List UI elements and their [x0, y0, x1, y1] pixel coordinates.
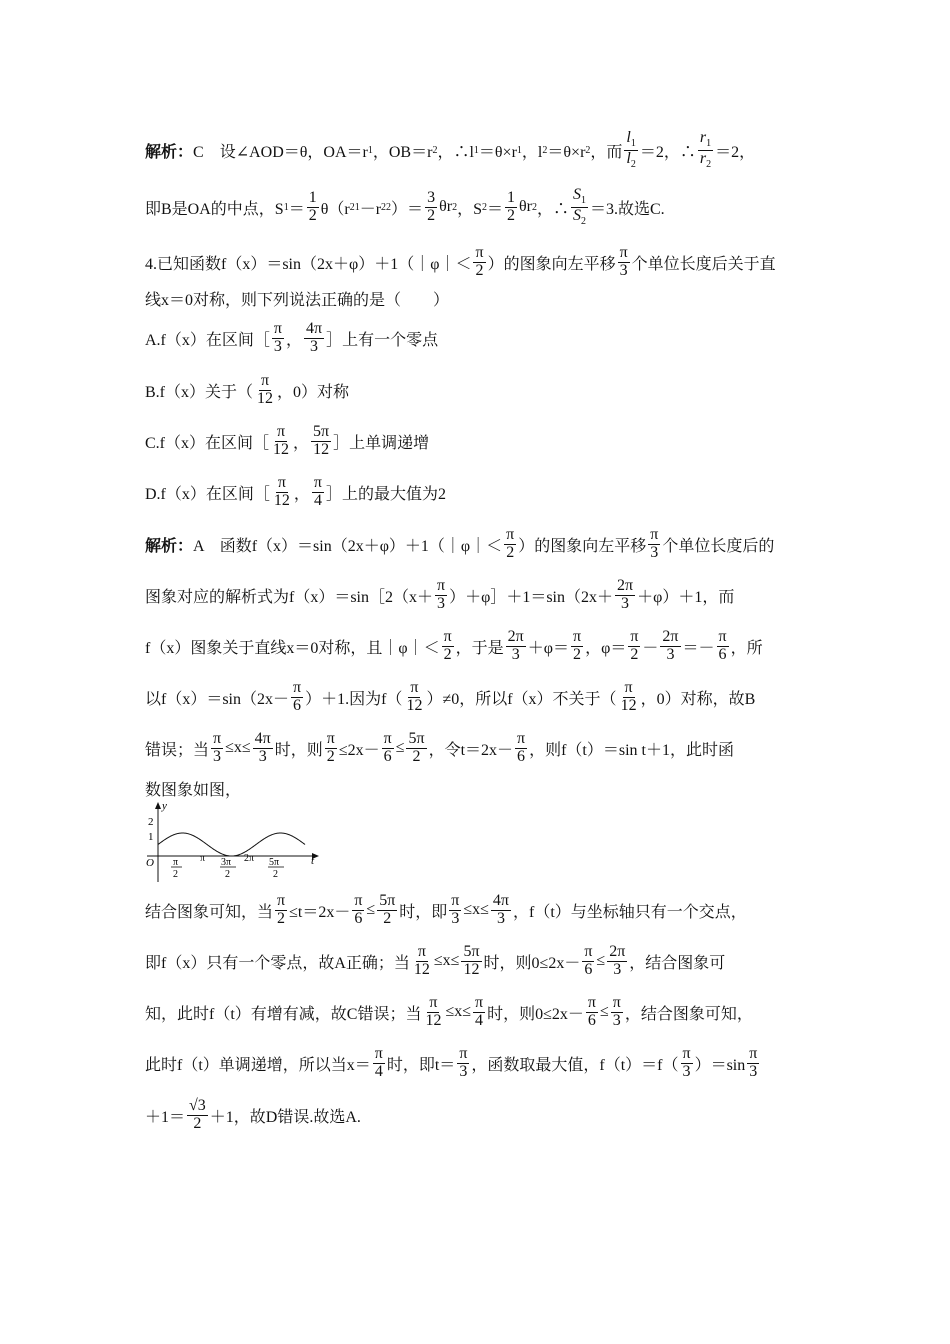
fraction-pi-over-3	[648, 527, 660, 562]
solution4-line2	[145, 573, 734, 617]
solution4-line11	[145, 1093, 361, 1137]
text: 即f（x）只有一个零点，故A正确；当	[145, 954, 410, 972]
text: ≤x≤	[433, 952, 460, 969]
text: ，OB＝r	[372, 143, 433, 161]
fraction-pi-over-12	[271, 424, 291, 459]
denominator: 2	[427, 206, 436, 224]
denominator: 2	[193, 1114, 202, 1132]
numerator: π	[276, 422, 286, 440]
fraction-pi-over-2	[571, 629, 583, 664]
subscript: 1	[473, 144, 479, 156]
numerator: 5π	[463, 942, 480, 960]
numerator: π	[277, 891, 286, 909]
subscript: 1	[516, 144, 522, 156]
fraction-1-over-2	[307, 190, 319, 225]
x-tick-3pi-over-2-den: 2	[225, 869, 230, 880]
numerator: 2π	[609, 942, 626, 960]
sine-graph	[143, 798, 323, 884]
denominator: 12	[273, 491, 290, 509]
denominator: 4	[475, 1011, 484, 1029]
denominator: 3	[612, 1011, 621, 1029]
solution4-line7	[145, 888, 747, 932]
solution3-line2	[145, 185, 665, 229]
fraction-pi-over-2	[275, 893, 287, 928]
solution4-line1	[145, 522, 774, 566]
fraction-4pi-over-3	[491, 893, 511, 928]
denominator: r	[699, 149, 707, 167]
y-axis-label: y	[162, 800, 167, 812]
numerator: √3	[189, 1096, 206, 1114]
x-tick-2pi: 2π	[244, 853, 255, 864]
numerator: π	[573, 627, 582, 645]
denominator: l	[626, 149, 631, 167]
fraction-pi-over-2	[628, 629, 640, 664]
denominator: 4	[374, 1062, 383, 1080]
text: ＝2，∴	[639, 143, 696, 161]
denominator: 6	[293, 696, 302, 714]
numerator: 5π	[313, 422, 330, 440]
fraction-pi-over-12	[404, 680, 424, 715]
text: ，φ＝	[585, 639, 627, 657]
text: ）≠0，所以f（x）不关于（	[426, 690, 617, 708]
text: ，所	[730, 639, 763, 657]
denominator: 12	[413, 960, 430, 978]
fraction-pi-over-6	[582, 944, 594, 979]
fraction-2pi-over-3	[615, 578, 635, 613]
fraction-pi-over-12	[255, 373, 275, 408]
solution4-line5	[145, 726, 734, 770]
x-tick-5pi-over-2-den: 2	[273, 869, 278, 880]
denominator: 6	[354, 909, 363, 927]
fraction-pi-over-6	[717, 629, 729, 664]
numerator: π	[475, 243, 484, 261]
fraction-pi-over-4	[312, 475, 324, 510]
denominator: 4	[313, 491, 322, 509]
denominator: 2	[506, 206, 515, 224]
numerator: π	[374, 1044, 383, 1062]
text: ≤	[596, 952, 606, 969]
numerator: 3	[427, 188, 436, 206]
fraction-pi-over-6	[382, 731, 394, 766]
fraction-pi-over-2	[325, 731, 337, 766]
text: ≤2x－	[338, 741, 380, 759]
t-axis-label: t	[311, 855, 315, 867]
text: －r	[359, 200, 382, 218]
text: ＋φ＝	[527, 639, 569, 657]
text: ，结合图象可	[629, 954, 726, 972]
x-tick-3pi-over-2-num: 3π	[221, 857, 232, 868]
fraction-2pi-over-3	[660, 629, 680, 664]
text: ，f（t）与坐标轴只有一个交点，	[513, 903, 747, 921]
superscript: 2	[349, 201, 355, 213]
numerator: 5π	[379, 891, 396, 909]
fraction-pi-over-6	[515, 731, 527, 766]
text: ≤	[395, 739, 405, 756]
denominator: 12	[313, 440, 330, 458]
numerator: π	[443, 627, 452, 645]
fraction-3-over-2	[425, 190, 437, 225]
numerator: π	[451, 891, 460, 909]
text: ，S	[457, 200, 482, 218]
denominator: 3	[621, 594, 630, 612]
subscript: 2	[432, 144, 438, 156]
fraction-4pi-over-3	[253, 731, 273, 766]
numerator: π	[475, 993, 484, 1011]
text: ，∴l	[437, 143, 474, 161]
fraction-S1-over-S2	[571, 187, 588, 227]
denominator: 3	[619, 261, 628, 279]
fraction-pi-over-3	[747, 1046, 759, 1081]
numerator: π	[612, 993, 621, 1011]
x-tick-pi-over-2-num: π	[173, 857, 179, 868]
text: 时，即t＝	[386, 1056, 456, 1074]
x-tick-5pi-over-2-num: 5π	[269, 857, 280, 868]
fraction-pi-over-12	[412, 944, 432, 979]
numerator: π	[326, 729, 335, 747]
denominator: 3	[213, 747, 222, 765]
text: 个单位长度后关于直	[631, 255, 776, 273]
text: 错误；当	[145, 741, 210, 759]
text: A 函数f（x）＝sin（2x＋φ）＋1（｜φ｜＜	[193, 537, 503, 555]
text: ＋φ）＋1，而	[637, 588, 735, 606]
fraction-pi-over-2	[504, 527, 516, 562]
text: 此时f（t）单调递增，所以当x＝	[145, 1056, 371, 1074]
numerator: π	[273, 319, 282, 337]
numerator: π	[313, 473, 322, 491]
text: ＋1，故D错误.故选A.	[209, 1108, 361, 1126]
origin-label: O	[146, 857, 154, 869]
fraction-pi-over-3	[618, 245, 630, 280]
denominator: 12	[406, 696, 423, 714]
text: ＝θ×r	[547, 143, 586, 161]
denominator: 3	[451, 909, 460, 927]
fraction-pi-over-12	[619, 680, 639, 715]
numerator: 1	[308, 188, 317, 206]
subscript: 2	[630, 158, 636, 170]
fraction-pi-over-3	[457, 1046, 469, 1081]
denominator: 6	[383, 747, 392, 765]
subscript: 1	[367, 144, 373, 156]
numerator: 5π	[408, 729, 425, 747]
subscript: 1	[581, 195, 586, 206]
denominator: 6	[587, 1011, 596, 1029]
fraction-pi-over-6	[291, 680, 303, 715]
fraction-5pi-over-12	[311, 424, 331, 459]
denominator: 3	[310, 337, 319, 355]
text: ≤t＝2x－	[289, 903, 351, 921]
text: ］上有一个零点	[326, 331, 439, 349]
denominator: 3	[437, 594, 446, 612]
numerator: π	[749, 1044, 758, 1062]
subscript: 2	[585, 144, 591, 156]
numerator: π	[718, 627, 727, 645]
denominator: 2	[277, 909, 286, 927]
subscript: 2	[481, 201, 487, 213]
text: D.f（x）在区间［	[145, 485, 270, 503]
numerator: π	[354, 891, 363, 909]
text: 个单位长度后的	[662, 537, 775, 555]
fraction-l1-over-l2	[624, 130, 637, 170]
subscript: 2	[386, 201, 392, 213]
denominator: S	[573, 206, 581, 224]
denominator: 3	[258, 747, 267, 765]
numerator: π	[506, 525, 515, 543]
numerator: π	[277, 473, 286, 491]
text: C 设∠AOD＝θ，OA＝r	[193, 143, 368, 161]
text: 知，此时f（t）有增有减，故C错误；当	[145, 1005, 422, 1023]
numerator: π	[650, 525, 659, 543]
text: ≤x≤	[225, 739, 251, 756]
text: ，	[285, 331, 302, 349]
solution4-line3	[145, 624, 763, 668]
numerator: π	[459, 1044, 468, 1062]
denominator: 2	[308, 206, 317, 224]
text: ，函数取最大值，f（t）＝f（	[471, 1056, 679, 1074]
solution-label: 解析：	[145, 537, 194, 555]
text: ，l	[521, 143, 543, 161]
fraction-pi-over-3	[681, 1046, 693, 1081]
numerator: 2π	[662, 627, 679, 645]
numerator: π	[417, 942, 426, 960]
text: ，于是	[455, 639, 504, 657]
numerator: π	[517, 729, 526, 747]
denominator: 3	[666, 645, 675, 663]
denominator: 3	[496, 909, 505, 927]
y-tick-2: 2	[148, 816, 154, 828]
subscript: 1	[354, 201, 360, 213]
superscript: 2	[531, 201, 537, 213]
text: ）＝	[391, 200, 424, 218]
denominator: 2	[506, 543, 515, 561]
subscript: 2	[706, 158, 712, 170]
numerator: π	[584, 942, 593, 960]
superscript: 2	[452, 201, 458, 213]
denominator: 2	[412, 747, 421, 765]
text: ）的图象向左平移	[487, 255, 616, 273]
fraction-sqrt3-over-2	[187, 1098, 208, 1133]
numerator: 4π	[254, 729, 271, 747]
option-d	[145, 470, 446, 514]
subscript: 1	[283, 201, 289, 213]
numerator: π	[213, 729, 222, 747]
fraction-5pi-over-2	[377, 893, 397, 928]
text: 线x＝0对称，则下列说法正确的是（ ）	[145, 291, 450, 309]
denominator: 12	[463, 960, 480, 978]
text: 以f（x）＝sin（2x－	[145, 690, 290, 708]
text: B.f（x）关于（	[145, 383, 254, 401]
text: ＝θ×r	[478, 143, 517, 161]
text: ＝－	[682, 639, 715, 657]
numerator: π	[630, 627, 639, 645]
numerator: π	[293, 678, 302, 696]
numerator: π	[587, 993, 596, 1011]
denominator: 12	[273, 440, 290, 458]
text: 4.已知函数f（x）＝sin（2x＋φ）＋1（｜φ｜＜	[145, 255, 472, 273]
numerator: 1	[506, 188, 515, 206]
option-b	[145, 368, 349, 412]
numerator: π	[260, 371, 270, 389]
numerator: 4π	[492, 891, 509, 909]
text: 时，则	[274, 741, 323, 759]
solution3-line1	[145, 128, 755, 172]
solution4-line10	[145, 1041, 761, 1085]
numerator: r	[699, 128, 707, 146]
text: θ（r	[320, 200, 350, 218]
superscript: 2	[381, 201, 387, 213]
text: 时，则0≤2x－	[487, 1005, 584, 1023]
text: ≤	[599, 1003, 609, 1020]
text: 时，则0≤2x－	[483, 954, 581, 972]
text: ，0）对称，故B	[640, 690, 756, 708]
fraction-pi-over-3	[272, 321, 284, 356]
fraction-pi-over-3	[449, 893, 461, 928]
text: ）＋1.因为f（	[305, 690, 403, 708]
fraction-pi-over-2	[442, 629, 454, 664]
text: 时，即	[399, 903, 448, 921]
denominator: 3	[749, 1062, 758, 1080]
solution-label: 解析：	[145, 143, 194, 161]
fraction-pi-over-6	[352, 893, 364, 928]
fraction-pi-over-6	[586, 995, 598, 1030]
fraction-pi-over-4	[373, 1046, 385, 1081]
text: ，∴	[536, 200, 569, 218]
text: 数图象如图，	[145, 781, 242, 799]
denominator: 3	[511, 645, 520, 663]
fraction-pi-over-12	[423, 995, 443, 1030]
text: ，	[293, 485, 310, 503]
option-c	[145, 419, 429, 463]
fraction-5pi-over-2	[406, 731, 426, 766]
numerator: π	[682, 1044, 691, 1062]
text: θr	[439, 198, 453, 215]
sine-curve	[158, 833, 305, 856]
subscript: 2	[581, 215, 586, 227]
text: ，0）对称	[277, 383, 350, 401]
text: 即B是OA的中点，S	[145, 200, 284, 218]
option-a	[145, 316, 438, 360]
numerator: 4π	[305, 319, 323, 337]
text: 图象对应的解析式为f（x）＝sin［2（x＋	[145, 588, 434, 606]
text: C.f（x）在区间［	[145, 434, 270, 452]
fraction-pi-over-2	[473, 245, 485, 280]
text: ≤	[366, 901, 376, 918]
text: f（x）图象关于直线x＝0对称，且｜φ｜＜	[145, 639, 440, 657]
fraction-2pi-over-3	[607, 944, 627, 979]
numerator: π	[383, 729, 392, 747]
question4-line2	[145, 276, 449, 320]
text: ＝	[288, 200, 305, 218]
text: ≤x≤	[445, 1003, 472, 1020]
text: ）的图象向左平移	[518, 537, 647, 555]
x-tick-pi-over-2-den: 2	[173, 869, 178, 880]
denominator: 6	[584, 960, 593, 978]
denominator: 3	[273, 337, 282, 355]
solution4-line4	[145, 675, 755, 719]
text: A.f（x）在区间［	[145, 331, 270, 349]
denominator: 2	[630, 645, 639, 663]
fraction-5pi-over-12	[461, 944, 481, 979]
numerator: π	[619, 243, 628, 261]
denominator: 2	[573, 645, 582, 663]
text: ＝3.故选C.	[590, 200, 665, 218]
denominator: 12	[620, 696, 637, 714]
text: ＝2，	[715, 143, 756, 161]
text: 结合图象可知，当	[145, 903, 274, 921]
denominator: 6	[718, 645, 727, 663]
numerator: π	[624, 678, 633, 696]
text: －	[642, 639, 659, 657]
text: ≤x≤	[463, 901, 489, 918]
subscript: 2	[542, 144, 548, 156]
numerator: 2π	[507, 627, 524, 645]
subscript: 1	[630, 138, 636, 149]
text: ］上单调递增	[333, 434, 430, 452]
denominator: 2	[475, 261, 484, 279]
y-tick-1: 1	[148, 831, 154, 843]
numerator: π	[437, 576, 446, 594]
fraction-pi-over-4	[473, 995, 485, 1030]
text: ，	[293, 434, 310, 452]
text: ＋1＝	[145, 1108, 186, 1126]
subscript: 1	[706, 138, 712, 149]
denominator: 3	[650, 543, 659, 561]
numerator: π	[410, 678, 419, 696]
fraction-r1-over-r2	[698, 130, 713, 170]
denominator: 6	[517, 747, 526, 765]
denominator: 2	[443, 645, 452, 663]
denominator: 12	[257, 389, 274, 407]
fraction-pi-over-3	[435, 578, 447, 613]
text: ，结合图象可知，	[624, 1005, 753, 1023]
text: ＝	[486, 200, 503, 218]
numerator: π	[429, 993, 438, 1011]
denominator: 2	[383, 909, 392, 927]
fraction-4pi-over-3	[304, 321, 324, 356]
fraction-pi-over-3	[611, 995, 623, 1030]
y-axis-arrow-icon	[155, 802, 161, 809]
numerator: 2π	[617, 576, 634, 594]
x-tick-pi: π	[200, 853, 206, 864]
fraction-2pi-over-3	[506, 629, 526, 664]
text: θr	[518, 198, 532, 215]
text: ，令t＝2x－	[428, 741, 514, 759]
text: ）＝sin	[694, 1056, 746, 1074]
fraction-1-over-2	[505, 190, 517, 225]
fraction-pi-over-3	[211, 731, 223, 766]
fraction-pi-over-12	[272, 475, 292, 510]
numerator: l	[626, 128, 631, 146]
denominator: 3	[459, 1062, 468, 1080]
solution4-line9	[145, 990, 753, 1034]
denominator: 2	[326, 747, 335, 765]
text: ］上的最大值为2	[325, 485, 446, 503]
denominator: 3	[682, 1062, 691, 1080]
text: ，则f（t）＝sin t＋1，此时函	[529, 741, 734, 759]
numerator: S	[573, 185, 581, 203]
denominator: 3	[613, 960, 622, 978]
text: ）＋φ］＋1＝sin（2x＋	[449, 588, 614, 606]
denominator: 12	[425, 1011, 442, 1029]
solution4-line8	[145, 939, 725, 983]
text: ，而	[590, 143, 623, 161]
